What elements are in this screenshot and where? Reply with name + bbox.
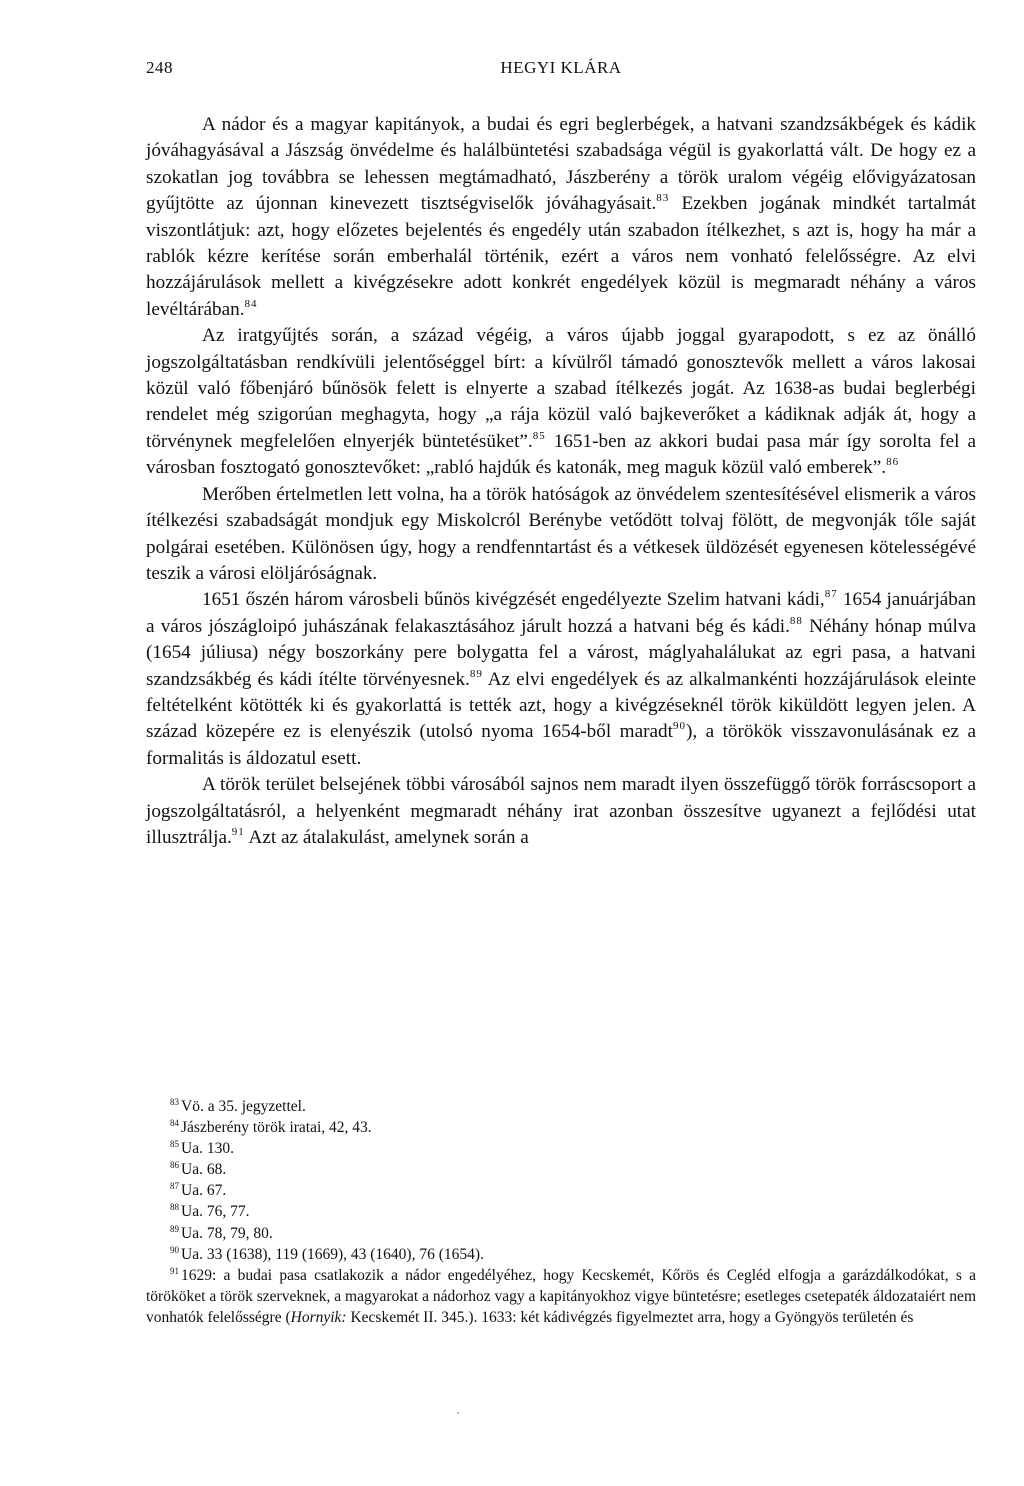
- paragraph: [146, 482, 976, 588]
- text-run: Ua. 130.: [181, 1140, 234, 1158]
- text-run: Ua. 67.: [181, 1182, 227, 1200]
- text-run: Az elvi engedélyek és az alkalmankénti hozzájárulások eleinte feltételként kötötték ki és gyakorlattá is tették azt, hogy a kivégzéseknél török kiküldött legyen jelen. A század közepére ez is elenyészik (utolsó nyoma 1654-ből maradt: [146, 668, 976, 743]
- footnote-reference[interactable]: 86: [886, 456, 900, 469]
- text-run: Az iratgyűjtés során, a század végéig, a város újabb joggal gyarapodott, s ez az önálló jogszolgáltatásban rendkívüli jelentőséggel bírt: a kívülről támadó gonosztevők mellett a város lakosai közül való főbenjáró bűnösök felett is elnyerte a szabad ítélkezés jogát. Az 1638-as budai beglerbégi rendelet még szigorúan meghagyta, hogy „a rája közül való bajkeverőket a kádiknak adják át, hogy a törvénynek megfelelően elnyerjék büntetésüket”.: [146, 325, 976, 452]
- footnote-reference[interactable]: 88: [789, 614, 803, 627]
- footnote: [146, 1159, 976, 1180]
- text-run: 1651 őszén három városbeli bűnös kivégzését engedélyezte Szelim hatvani kádi,: [202, 589, 825, 611]
- paragraph: [146, 772, 976, 851]
- footnote: [146, 1180, 976, 1201]
- footnote: [146, 1201, 976, 1222]
- footnote-mark: 88: [170, 1202, 179, 1213]
- footnote-mark: 86: [170, 1160, 179, 1171]
- text-run: Merőben értelmetlen lett volna, ha a török hatóságok az önvédelem szentesítésével elismerik a város ítélkezési szabadságát mondjuk egy Miskolcról Berénybe vetődött tolvaj fölött, de megvonják tőle saját polgárai esetében. Különösen úgy, hogy a rendfenntartást és a vétkesek üldözését egyenesen kötelességévé teszik a városi elöljáróságnak.: [146, 483, 976, 584]
- text-run: Azt az átalakulást, amelynek során a: [244, 826, 529, 848]
- footnote: [146, 1223, 976, 1244]
- text-run: Néhány hónap múlva (1654 júliusa) négy boszorkány pere bolygatta fel a várost, máglyahalálukat az egri pasa, a hatvani szandzsákbég és kádi ítélte törvényesnek.: [146, 615, 976, 690]
- text-run: Ua. 68.: [181, 1161, 227, 1179]
- text-run: Ua. 78, 79, 80.: [181, 1224, 273, 1242]
- text-run: Ua. 76, 77.: [181, 1203, 250, 1221]
- footnote-reference[interactable]: 84: [244, 297, 258, 310]
- footnote: [146, 1138, 976, 1159]
- text-run: Ezekben jogának mindkét tartalmát viszontlátjuk: azt, hogy előzetes bejelentés és engedély után szabadon ítélkezhet, s azt is, hogy ha már a rablók kézre kerítése során emberhalál történik, ezért a város nem vonható felelősségre. Az elvi hozzájárulások mellett a kivégzésekre adott konkrét engedélyek közül is megmaradt néhány a város levéltárában.: [146, 193, 976, 320]
- footnote: [146, 1265, 976, 1328]
- text-run: Kecskemét II. 345.). 1633: két kádivégzés figyelmeztet arra, hogy a Gyöngyös területén és: [346, 1308, 914, 1326]
- footnote-mark: 91: [170, 1265, 179, 1276]
- footnote-mark: 83: [170, 1097, 179, 1107]
- text-run: A nádor és a magyar kapitányok, a budai és egri beglerbégek, a hatvani szandzsákbégek és kádik jóváhagyásával a Jászság önvédelme és halálbüntetési szabadsága végül is gyakorlattá vált. De hogy ez a szokatlan jog továbbra se lehessen megtámadható, Jászberény a török uralom végéig elővigyázatosan gyűjtötte az újonnan kinevezett tisztségviselők jóváhagyásait.: [146, 114, 976, 215]
- text-run: 1629: a budai pasa csatlakozik a nádor engedélyéhez, hogy Kecskemét, Kőrös és Cegléd elfogja a garázdálkodókat, s a törököket a török szerveknek, a magyarokat a nádorhoz vagy a kapitányokhoz vigye büntetésre; esetleges csetepaték áldozataiért nem vonhatók felelősségre (: [146, 1266, 976, 1326]
- text-run: ), a törökök visszavonulásának ez a formalitás is áldozatul esett.: [146, 721, 976, 769]
- scan-speck: [457, 1412, 459, 1414]
- paragraph: [146, 112, 976, 323]
- footnote: [146, 1244, 976, 1265]
- body-text: [146, 112, 976, 851]
- footnote-reference[interactable]: 87: [824, 588, 838, 601]
- footnote-mark: 89: [170, 1223, 179, 1234]
- footnote-reference[interactable]: 89: [469, 667, 483, 680]
- page-number: 248: [146, 58, 173, 77]
- text-run: Vö. a 35. jegyzettel.: [181, 1098, 306, 1115]
- footnote: [146, 1117, 976, 1138]
- page-header: [146, 58, 976, 84]
- footnote-reference[interactable]: 85: [532, 429, 546, 442]
- footnote-mark: 84: [170, 1118, 179, 1129]
- footnote-reference[interactable]: 91: [231, 825, 245, 838]
- footnote-mark: 87: [170, 1181, 179, 1192]
- text-run: A török terület belsejének többi városából sajnos nem maradt ilyen összefüggő török forráscsoport a jogszolgáltatásról, a helyenként megmaradt néhány irat azonban összesítve ugyanezt a fejlődési utat illusztrálja.: [146, 774, 976, 848]
- footnotes: [146, 1096, 976, 1328]
- text-run: 1651-ben az akkori budai pasa már így sorolta fel a városban fosztogató gonosztevőket: „rabló hajdúk és katonák, meg maguk közül való emberek”.: [146, 430, 976, 479]
- italic-text: Hornyik:: [290, 1308, 347, 1326]
- text-run: Ua. 33 (1638), 119 (1669), 43 (1640), 76 (1654).: [181, 1245, 484, 1263]
- footnote: [146, 1096, 976, 1117]
- footnote-mark: 90: [170, 1244, 179, 1255]
- paragraph: [146, 587, 976, 772]
- text-run: Jászberény török iratai, 42, 43.: [181, 1119, 372, 1137]
- footnote-reference[interactable]: 83: [656, 192, 670, 205]
- footnote-mark: 85: [170, 1139, 179, 1150]
- paragraph: [146, 323, 976, 481]
- text-run: 1654 januárjában a város jószágloipó juhászának felakasztásához járult hozzá a hatvani bég és kádi.: [146, 589, 976, 637]
- footnote-reference[interactable]: 90: [672, 720, 686, 733]
- running-head: HEGYI KLÁRA: [500, 58, 622, 77]
